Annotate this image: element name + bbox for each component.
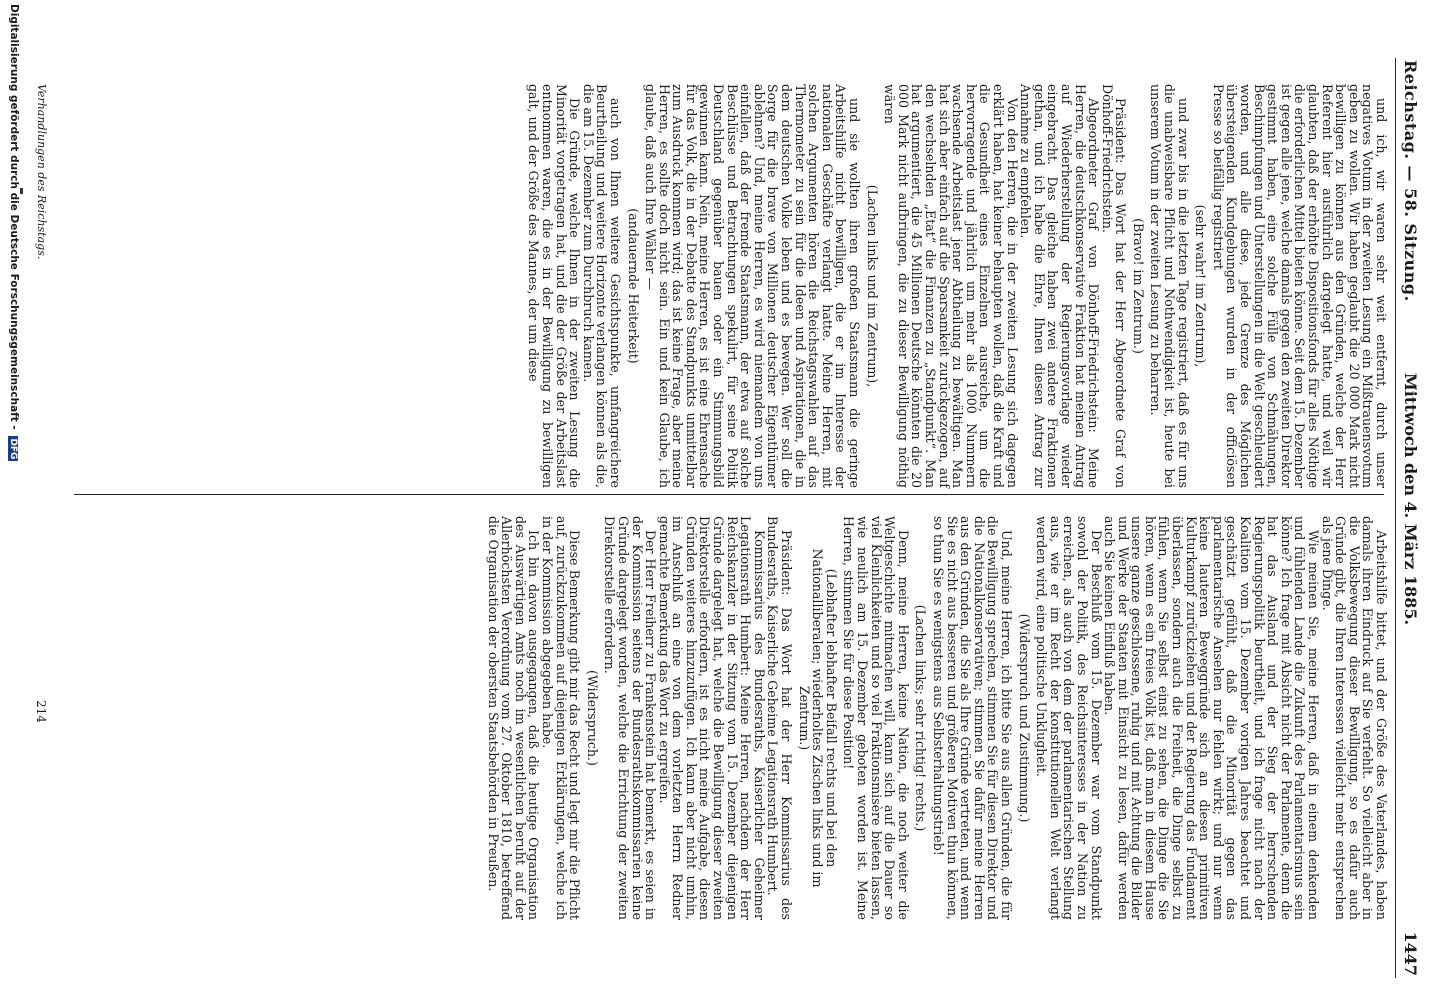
paragraph: Wie meinen Sie, meine Herren, daß in einem denkenden und fühlenden Lande die Zukunft des Parlamentarismus sein könne? Ich frage mit Absicht nicht der Parlamente, denn die hat das Ausland und der Sieg der herrschenden Regierungspolitik beurtheilt, und ich frage nicht nach der Koalition vom 15. Dezember vorigen Jahres beachtet und geschätzt gefühlt, daß die Minorität gegen das parlamentarische Ansehen nur fehlen wirkt; und nur wenn keine lauteren Beweggründe sich an diesen primitiven Kulturkampf zurückziehen und der Regierung das Fundament überlassen, sondern auch die Freiheit, die Dinge selbst zu fühlen, wenn Sie selbst einst zu sehen, die Dinge die Sie hören, wenn es ein freies Volk ist, daß man in diesem Hause unsere ganze geschlossene, ruhig und mit Achtung die Bilder und Werke der Staaten mit Einsicht zu lesen, dafür werden auch Sie keinen Einfluß haben.	[1102, 516, 1322, 920]
interjection: (Lebhafter lebhafter Beifall rechts und bei den Nationalliberalen; wiederholtes Zischen links und im Zentrum.)	[796, 548, 839, 888]
header-rule	[1395, 58, 1396, 978]
interjection: (andauernde Heiterkeit)	[625, 208, 641, 364]
paragraph: Diese Bemerkung gibt mir das Recht und legt mir die Pflicht auf, zurückzukommen auf diejenigen Erklärungen, welche ich in der Kommission abgegeben habe.	[539, 516, 583, 920]
paragraph: Denn, meine Herren, keine Nation, die noch weiter die Weltgeschichte mitmachen will, kann sich auf die Dauer so viel Kleinlichkeiten und so viel Fraktionsmisère bieten lassen, wie neulich am 15. Dezember geboten worden ist. Meine Herren, stimmen Sie für diese Position!	[841, 516, 911, 920]
paragraph: Abgeordneter Graf von Dönhoff-Friedrichstein: Meine Herren, die deutschkonservative Fraktion hat meinen Antrag auf Wiederherstellung der Regierungsvorlage wieder eingebracht. Das gleiche haben zwei andere Fraktionen gethan, und ich habe die Ehre, Ihnen diesen Antrag zur Annahme zu empfehlen.	[1018, 84, 1102, 488]
footer-note: Verhandlungen des Reichstags.	[35, 84, 48, 260]
interjection: (sehr wahr! im Zentrum),	[1193, 204, 1209, 368]
paragraph: und sie wollten ihren großen Staatsmann die geringe Arbeitshilfe nicht bewilligen, die er im Interesse der nationalen Geschäfte verlangt hatte. Meine Herren, mit solchen Argumenten hören die Reichstagswahlen auf das Thermometer zu sein für die Ideen und Aspirationen, die in dem deutschen Volke leben und es bewegen. Wer soll die Sorge für die brave von Millionen deutscher Eigenthümer ablehnen? Und, meine Herren, es wird niemandem von uns einfallen, daß der fremde Staatsmann, der etwa auf solche Beschlüsse und Betrachtungen spekulirt, für seine Politik Deutschland gegenüber bauen oder ein Stimmungsbild gewinnen kann. Nein, meine Herren, es ist eine Ehrensache für das Volk, die in der Debatte des Standpunkts unmittelbar zum Ausdruck kommen wird; das ist keine Frage, aber meine Herren, es sollte doch nicht sein. Ein und kein Glaube, ich glaube, daß auch Ihre Wähler —	[643, 84, 863, 488]
page-header	[1390, 0, 1432, 1000]
interjection: (Bravo! im Zentrum.)	[1130, 218, 1146, 354]
column-divider	[74, 494, 1384, 495]
paragraph: Präsident: Das Wort hat der Herr Abgeordnete Graf von Dönhoff-Friedrichstein.	[1099, 84, 1129, 488]
paragraph: Die Gründe, welche Ihnen in der zweiten Lesung die Minorität vorgetragen hat, und die der Größe der Arbeitslast entnommen waren, die es in der Bewilligung zu bewilligen galt, und der Größe des Mannes, der um diese	[526, 84, 583, 488]
paragraph: auch von Ihnen weitere Gesichtspunkte, umfangreichere Beurtheilung und weitere Horizonte verlangen können als die, die am 15. Dezember zum Durchbruch kamen.	[580, 84, 623, 488]
interjection: (Widerspruch und Zustimmung.)	[1016, 613, 1032, 823]
interjection: (Lachen links; sehr richtig! rechts.)	[913, 604, 929, 832]
paragraph: Der Beschluß vom 15. Dezember war vom Standpunkt sowohl der Politik, des Reichsinteresses in der Nation zu erreichen, als auch von dem der parlamentarischen Stellung aus, wie er im Recht der konstitutionellen Welt verlangt werden wird, eine politische Unklugheit.	[1034, 516, 1104, 920]
dfg-logo: DFG	[8, 438, 18, 460]
stamp-text: Digitalisierung gefördert durch die Deutsche Forschungsgemeinschaft -	[8, 4, 20, 430]
paragraph: Ich bin davon ausgegangen, daß die heutige Organisation des Auswärtigen Amts noch im wesentlichen beruht auf der Allerhöchsten Verordnung vom 27. Oktober 1810, betreffend die Organisation der obersten Staatsbehörden in Preußen.	[485, 516, 542, 920]
paragraph: Und, meine Herren, ich bitte Sie aus allen Gründen, die für die Bewilligung sprechen, stimmen Sie für diesen Direktor und die Nationalkonservativen; stimmen Sie dafür meine Herren aus den Gründen, die Sie als Ihre Gründe vertreten, und wenn Sie es nicht aus besseren und größeren Motiven thun können, so thun Sie es wenigstens aus Selbsterhaltungstrieb!	[931, 516, 1014, 920]
paragraph: und ich, wir waren sehr weit entfernt, durch unser negatives Votum in der zweiten Lesung ein Mißtrauensvotum geben zu wollen. Wir haben geglaubt die 20 000 Mark nicht bewilligen zu können aus den Gründen, welche der Herr Referent hier ausführlich dargelegt hatte, und weil wir glaubten, daß der erhöhte Dispositionsfonds für alles Nöthige die erforderlichen Mittel bieten könne. Seit dem 15. Dezember ist gegen alle jene, welche damals gegen den zweiten Direktor gestimmt haben, eine solche Fülle von Schmähungen, Beschimpfungen und Unterstellungen in die Welt geschleudert worden, und alle diese, jede Grenze des Möglichen übersteigenden Kundgebungen wurden in der officiösen Presse so beifällig registriert	[1210, 84, 1389, 488]
right-column	[486, 516, 1388, 920]
paragraph: Präsident: Das Wort hat der Herr Kommissarius des Bundesraths, Kaiserliche Geheime Legationsrath Humbert.	[765, 516, 795, 920]
digitization-stamp	[8, 4, 20, 461]
paragraph: Arbeitshilfe bittet, und der Größe des Vaterlandes, haben damals ihren Eindruck auf Sie verfehlt. So vielleicht aber in die Volksbewegung dieser Bewilligung, so es dafür auch Gründe gibt, die Ihren Interessen vielleicht mehr entsprechen als jene Dinge.	[1319, 516, 1389, 920]
header-page-number: 1447	[1401, 931, 1420, 976]
paragraph: Kommissarius des Bundesraths, Kaiserlicher Geheimer Legationsrath Humbert: Meine Herren, nachdem der Herr Reichskanzler in der Sitzung vom 15. Dezember diejenigen Gründe dargelegt hat, welche die Bewilligung dieser zweiten Direktorstelle erfordern, ist es nicht meine Aufgabe, diesen Gründen weiteres hinzuzufügen. Ich kann aber nicht umhin, im Anschluß an eine von dem vorletzten Herrn Redner gemachte Bemerkung das Wort zu ergreifen.	[656, 516, 767, 920]
left-column	[527, 84, 1388, 488]
interjection: (Lachen links und im Zentrum),	[864, 184, 880, 388]
header-date: Mittwoch den 4. März 1885.	[1401, 373, 1420, 626]
paragraph: und zwar bis in die letzten Tage registriert, daß es für uns die unabweisbare Pflicht und Nothwendigkeit ist, heute bei unserem Votum in der zweiten Lesung zu beharren.	[1148, 84, 1191, 488]
header-date-and-page	[1401, 373, 1420, 976]
header-session-title: Reichstag. — 58. Sitzung.	[1401, 60, 1420, 302]
footer-page-number: 214	[34, 700, 48, 723]
paragraph: Der Herr Freiherr zu Frankenstein hat bemerkt, es seien in der Kommission seitens der Bundesrathskommissarien keine Gründe dargelegt worden, welche die Errichtung der zweiten Direktorstelle erfordern.	[602, 516, 659, 920]
page-footer	[22, 0, 52, 1000]
paragraph: Von den Herren, die in der zweiten Lesung sich dagegen erklärt haben, hat keiner behaupten wollen, daß die Kraft und die Gesundheit eines Einzelnen ausreiche, um die hervorragende und jährlich um mehr als 1000 Nummern wachsende Arbeitslast jener Abtheilung zu bewältigen. Man hat sich aber einfach auf die Sparsamkeit zurückgezogen, auf den wechselnden „Etat“ die Finanzen zu „Standpunkt“. Man hat argumentiert, die 45 Millionen Deutsche könnten die 20 000 Mark nicht aufbringen, die zu dieser Bewilligung nöthig wären	[882, 84, 1020, 488]
interjection: (Widerspruch.)	[584, 670, 600, 766]
